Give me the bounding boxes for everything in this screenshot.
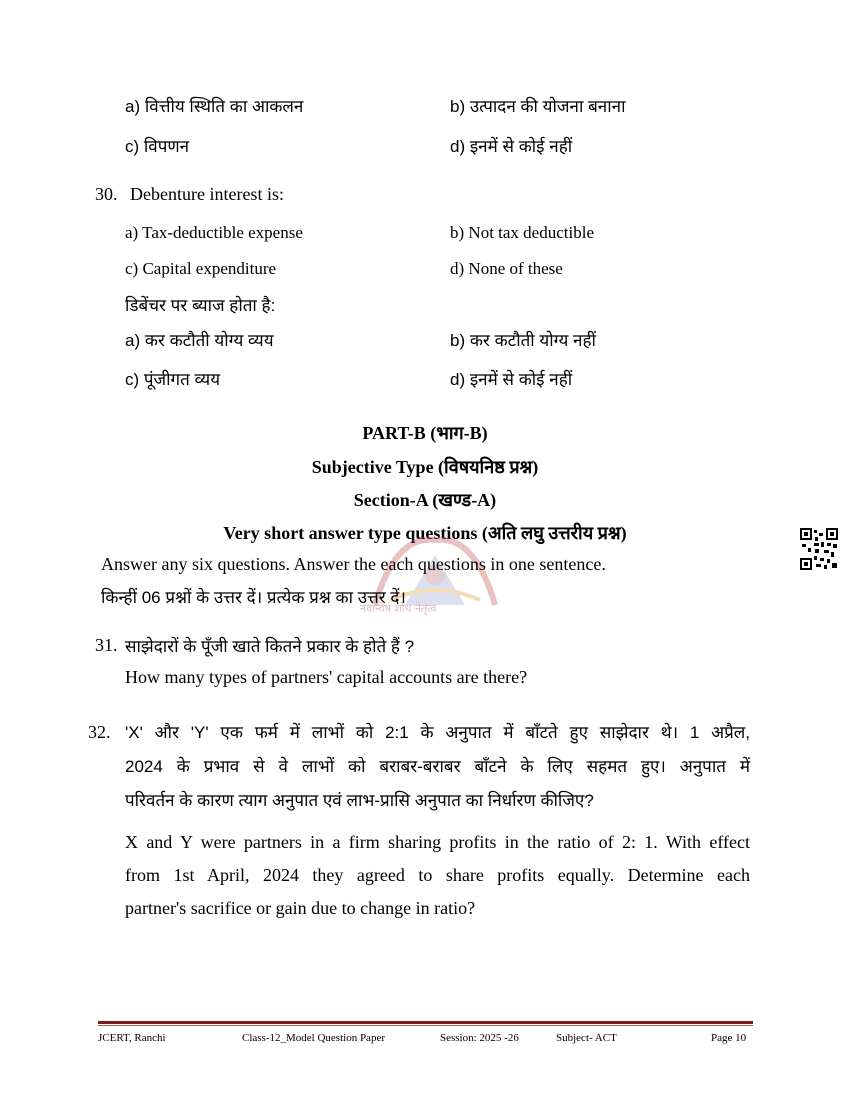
q32-en-line-3: partner's sacrifice or gain due to change in ratio? — [125, 898, 476, 918]
watermark-logo — [335, 525, 535, 635]
footer-subject: Subject- ACT — [556, 1032, 617, 1044]
q29-option-d: d) इनमें से कोई नहीं — [450, 137, 573, 156]
q30-number: 30. — [95, 184, 118, 204]
q30-text-hi: डिबेंचर पर ब्याज होता है: — [125, 296, 276, 315]
q30-option-c-hi: c) पूंजीगत व्यय — [125, 370, 221, 389]
footer-page-number: Page 10 — [711, 1032, 747, 1044]
q30-option-d-hi: d) इनमें से कोई नहीं — [450, 370, 573, 389]
footer-org: JCERT, Ranchi — [98, 1032, 166, 1044]
qr-code — [800, 528, 838, 570]
footer-rule-light — [98, 1025, 753, 1026]
q30-option-c-en: c) Capital expenditure — [125, 259, 277, 278]
q31-text-hi: साझेदारों के पूँजी खाते कितने प्रकार के होते हैं ? — [125, 637, 415, 656]
q32-text-hi — [125, 716, 750, 818]
q31-number: 31. — [95, 635, 118, 655]
footer-session: Session: 2025 -26 — [440, 1032, 519, 1044]
q29-option-b: b) उत्पादन की योजना बनाना — [450, 97, 626, 116]
q30-option-b-en: b) Not tax deductible — [450, 223, 594, 242]
q32-hi-line-1: 'X' और 'Y' एक फर्म में लाभों को 2:1 के अनुपात में बाँटते हुए साझेदार थे। 1 अप्रैल, — [125, 723, 750, 742]
instruction-hi: किन्हीं 06 प्रश्नों के उत्तर दें। प्रत्येक प्रश्न का उत्तर दें। — [101, 588, 406, 607]
q32-hi-line-2: 2024 के प्रभाव से वे लाभों को बराबर-बराबर बाँटने के लिए सहमत हुए। अनुपात में — [125, 757, 750, 776]
q32-en-line-1: X and Y were partners in a firm sharing profits in the ratio of 2: 1. With effect — [125, 832, 750, 852]
footer-rule-dark — [98, 1021, 753, 1024]
q32-hi-line-3: परिवर्तन के कारण त्याग अनुपात एवं लाभ-प्रासि अनुपात का निर्धारण कीजिए? — [125, 791, 594, 810]
section-heading: Section-A (खण्ड-A) — [353, 490, 497, 510]
q32-number: 32. — [88, 722, 111, 742]
q30-option-b-hi: b) कर कटौती योग्य नहीं — [450, 331, 596, 350]
q29-option-a: a) वित्तीय स्थिति का आकलन — [125, 97, 304, 116]
q30-option-a-hi: a) कर कटौती योग्य व्यय — [125, 331, 274, 350]
watermark-text: नवान्वेष शोध नेतृत्व — [360, 602, 437, 615]
section-subtitle: Very short answer type questions (अति लघु उत्तरीय प्रश्न) — [223, 523, 627, 543]
q32-en-line-2: from 1st April, 2024 they agreed to share profits equally. Determine each — [125, 865, 750, 885]
footer-paper: Class-12_Model Question Paper — [242, 1032, 385, 1044]
q30-option-a-en: a) Tax-deductible expense — [125, 223, 303, 242]
q31-text-en: How many types of partners' capital accounts are there? — [125, 667, 528, 687]
q29-option-c: c) विपणन — [125, 137, 190, 156]
q30-text-en: Debenture interest is: — [130, 184, 284, 204]
q32-text-en — [125, 826, 750, 925]
part-heading: PART-B (भाग-B) — [362, 423, 488, 443]
type-heading: Subjective Type (विषयनिष्ठ प्रश्न) — [311, 457, 539, 477]
instruction-en: Answer any six questions. Answer the each questions in one sentence. — [101, 554, 606, 574]
q30-option-d-en: d) None of these — [450, 259, 563, 278]
